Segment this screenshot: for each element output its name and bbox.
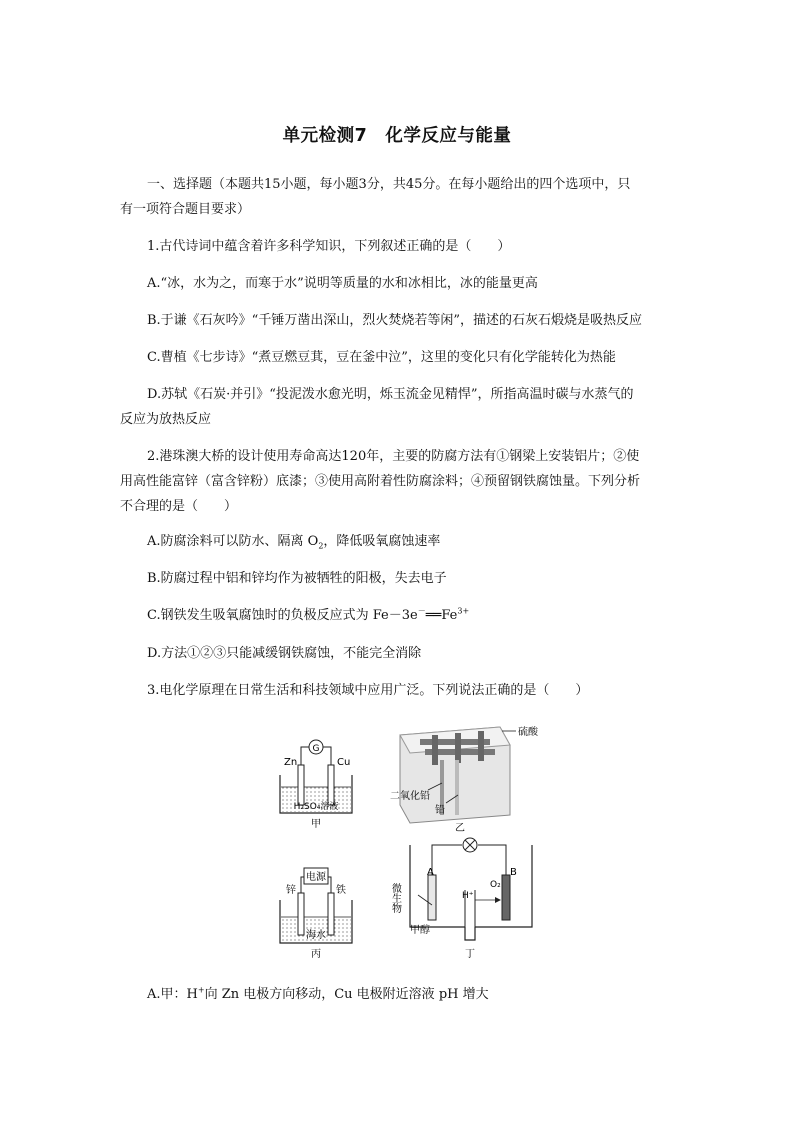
bing-iron-label: 铁 — [336, 885, 346, 896]
ding-b-label: B — [510, 867, 517, 878]
electrochemistry-figure — [270, 715, 570, 975]
section-heading-line2: 有一项符合题目要求） — [120, 202, 251, 217]
q2-option-d: D.方法①②③只能减缓钢铁腐蚀，不能完全消除 — [147, 646, 422, 661]
q2-stem-line1: 2.港珠澳大桥的设计使用寿命高达120年，主要的防腐方法有①钢梁上安装铝片；②使 — [147, 449, 640, 464]
q3-a-text-end: 向 Zn 电极方向移动，Cu 电极附近溶液 pH 增大 — [204, 987, 489, 1002]
ding-microbe-label: 微生物 — [389, 883, 401, 913]
q1-option-c: C.曹植《七步诗》“煮豆燃豆萁，豆在釜中泣”，这里的变化只有化学能转化为热能 — [147, 350, 616, 365]
document-title: 单元检测7 化学反应与能量 — [282, 126, 512, 146]
section-heading-line1: 一、选择题（本题共15小题，每小题3分，共45分。在每小题给出的四个选项中，只 — [147, 177, 631, 192]
ding-label: 丁 — [465, 949, 475, 960]
bing-zinc-label: 锌 — [286, 885, 296, 896]
q2-a-text: A.防腐涂料可以防水、隔离 O — [147, 534, 319, 549]
q1-stem: 1.古代诗词中蕴含着许多科学知识，下列叙述正确的是（ ） — [147, 239, 511, 254]
yi-label: 乙 — [455, 823, 465, 834]
cell-bing — [280, 868, 352, 960]
q2-a-subscript: 2 — [318, 541, 324, 551]
ding-hplus-label: H⁺ — [462, 891, 474, 901]
q2-option-a — [147, 529, 687, 554]
jia-zn-label: Zn — [284, 757, 298, 768]
ding-a-label: A — [427, 867, 434, 878]
jia-label: 甲 — [311, 819, 321, 830]
bing-solution-label: 海水 — [306, 930, 326, 941]
q2-c-mid: ══Fe — [425, 608, 458, 623]
q1-option-d-line2: 反应为放热反应 — [120, 412, 212, 427]
cell-yi-lead-battery — [390, 725, 539, 834]
q1-option-b: B.于谦《石灰吟》“千锤万凿出深山，烈火焚烧若等闲”，描述的石灰石煅烧是吸热反应 — [147, 313, 642, 328]
jia-cu-label: Cu — [337, 757, 351, 768]
q2-c-text: C.钢铁发生吸氧腐蚀时的负极反应式为 Fe－3e — [147, 608, 418, 623]
q1-option-d-line1: D.苏轼《石炭·并引》“投泥泼水愈光明，烁玉流金见精悍”，所指高温时碳与水蒸气的 — [147, 387, 634, 402]
q3-stem: 3.电化学原理在日常生活和科技领域中应用广泛。下列说法正确的是（ ） — [147, 683, 589, 698]
q2-a-text-end: ，降低吸氧腐蚀速率 — [323, 534, 441, 549]
q1-option-a: A.“冰，水为之，而寒于水”说明等质量的水和冰相比，冰的能量更高 — [147, 276, 538, 291]
yi-pb-label: 铅 — [435, 805, 445, 816]
q2-option-b: B.防腐过程中铝和锌均作为被牺牲的阳极，失去电子 — [147, 571, 447, 586]
yi-pbo2-label: 二氧化铅 — [390, 791, 430, 802]
bing-source-label: 电源 — [306, 872, 326, 883]
q3-a-text: A.甲：H — [147, 987, 198, 1002]
q2-option-c — [147, 603, 687, 628]
bing-label: 丙 — [311, 949, 321, 960]
cell-ding-microbial-fuel-cell — [390, 838, 533, 960]
ding-methanol-label: 甲醇 — [410, 925, 430, 936]
q2-stem-line2: 用高性能富锌（富含锌粉）底漆；③使用高附着性防腐涂料；④预留钢铁腐蚀量。下列分析 — [120, 474, 641, 489]
q2-c-sup1: － — [417, 606, 426, 616]
q3-option-a — [147, 982, 687, 1007]
cell-jia — [280, 740, 352, 830]
yi-acid-label: 硫酸 — [518, 727, 538, 738]
ding-o2-label: O₂ — [490, 880, 501, 890]
q2-stem-line3: 不合理的是（ ） — [120, 499, 238, 514]
jia-solution-label: H₂SO₄溶液 — [293, 802, 339, 812]
q2-c-sup2: 3+ — [457, 606, 470, 616]
q3-a-sup: + — [197, 985, 205, 995]
galvanometer-label: G — [312, 744, 320, 754]
